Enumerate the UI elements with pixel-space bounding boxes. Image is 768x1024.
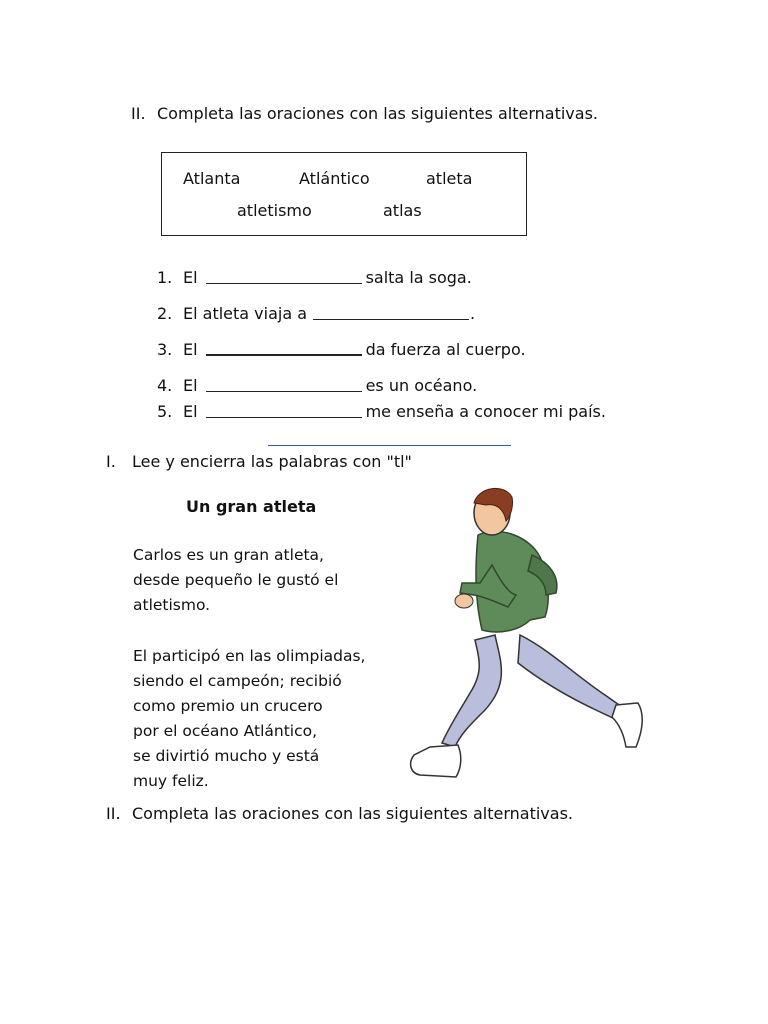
story-paragraph-2 <box>133 644 365 794</box>
runner-back-shoe <box>612 703 642 747</box>
sentence-number: 2. <box>157 304 173 323</box>
story-line: El participó en las olimpiadas, <box>133 647 366 665</box>
section-heading-bottom <box>106 804 573 823</box>
story-line: por el océano Atlántico, <box>133 722 318 740</box>
story-line: Carlos es un gran atleta, <box>133 546 324 564</box>
answer-blank[interactable] <box>206 269 362 284</box>
sentence-text: me enseña a conocer mi país. <box>365 402 606 421</box>
story-line: como premio un crucero <box>133 697 323 715</box>
section-numeral: II. <box>131 104 146 123</box>
sentence-text: El <box>183 268 198 287</box>
story-line: atletismo. <box>133 596 211 614</box>
section-heading-top <box>131 104 598 123</box>
runner-front-leg <box>442 635 501 747</box>
section-instruction: Completa las oraciones con las siguientes alternativas. <box>157 104 598 123</box>
runner-front-shoe <box>411 745 461 777</box>
story-line: muy feliz. <box>133 772 209 790</box>
story-line: se divirtió mucho y está <box>133 747 320 765</box>
sentence-number: 3. <box>157 340 173 359</box>
sentence-number: 1. <box>157 268 173 287</box>
sentence-text: El <box>183 376 198 395</box>
sentence-text: El atleta viaja a <box>183 304 308 323</box>
word-bank-item: atletismo <box>237 201 312 220</box>
word-bank-box <box>161 152 527 236</box>
sentence-item <box>157 376 477 395</box>
sentence-text: es un océano. <box>365 376 478 395</box>
sentence-number: 4. <box>157 376 173 395</box>
answer-blank[interactable] <box>206 377 362 392</box>
sentence-item <box>157 340 526 359</box>
word-bank-item: Atlanta <box>183 169 241 188</box>
section-instruction: Lee y encierra las palabras con "tl" <box>132 452 412 471</box>
section-numeral: II. <box>106 804 121 823</box>
link-divider <box>268 445 511 446</box>
sentence-item <box>157 304 475 323</box>
story-line: desde pequeño le gustó el <box>133 571 339 589</box>
word-bank-item: atlas <box>383 201 422 220</box>
word-bank-item: Atlántico <box>299 169 370 188</box>
story-title: Un gran atleta <box>186 497 317 516</box>
story-line: siendo el campeón; recibió <box>133 672 342 690</box>
section-numeral: I. <box>106 452 116 471</box>
sentence-item <box>157 268 472 287</box>
runner-hand <box>455 594 473 608</box>
sentence-text: salta la soga. <box>365 268 472 287</box>
sentence-number: 5. <box>157 402 173 421</box>
sentence-text: El <box>183 402 198 421</box>
sentence-item <box>157 402 606 421</box>
section-instruction: Completa las oraciones con las siguientes alternativas. <box>132 804 573 823</box>
runner-icon <box>400 485 655 790</box>
sentence-text: da fuerza al cuerpo. <box>365 340 526 359</box>
story-paragraph-1 <box>133 543 338 618</box>
answer-blank[interactable] <box>313 305 469 320</box>
answer-blank[interactable] <box>206 340 362 356</box>
word-bank-item: atleta <box>426 169 473 188</box>
answer-blank[interactable] <box>206 403 362 418</box>
section-heading-read <box>106 452 412 471</box>
sentence-text: . <box>470 304 476 323</box>
runner-back-leg <box>518 635 622 719</box>
sentence-text: El <box>183 340 198 359</box>
